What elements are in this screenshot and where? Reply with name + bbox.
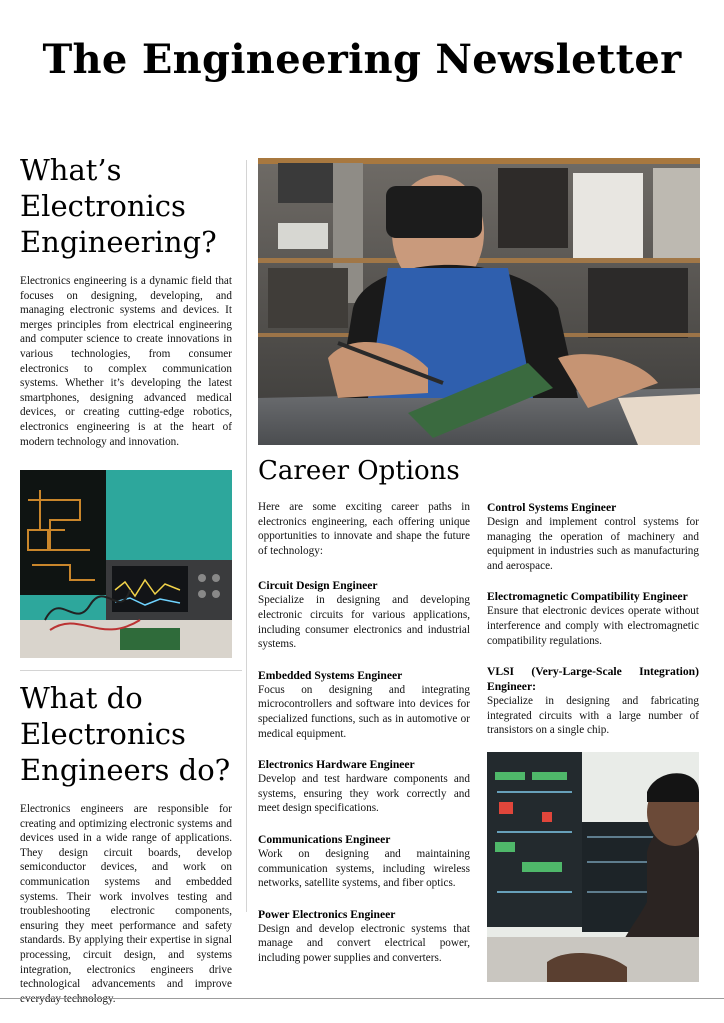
career-column-middle [258,500,470,981]
career-intro: Here are some exciting career paths in electronics engineering, each offering unique opportunities to innovate and shape the future of technology: [258,501,470,557]
career-item [258,907,470,966]
intro-heading: What’s Electronics Engineering? [20,153,217,259]
career-item-description: Design and implement control systems for managing the operation of machinery and equipment in industries such as manufacturing and aerospace. [487,516,699,572]
duties-body: Electronics engineers are responsible for creating and optimizing electronic systems and devices used in a wide range of applications. They design circuit boards, develop semiconductor devices, and work on communication systems and embedded systems. Their work involves testing and troubleshooting electronic components, ensuring they meet performance and safety standards. By applying their expertise in signal processing, circuit design, and systems integration, electronics engineers drive technological advancements and improve [20,803,232,991]
career-item [487,500,699,573]
duties-heading: What do Electronics Engineers do? [20,681,231,787]
intro-section [20,152,232,449]
career-item-title: VLSI (Very-Large-Scale Integration) Engineer: [487,665,699,694]
duties-section [20,680,232,1006]
monitor-engineer-photo [487,752,699,982]
newsletter-title: The Engineering Newsletter [42,36,682,83]
soldering-engineer-photo [258,158,700,445]
career-item-title: Embedded Systems Engineer [258,668,403,682]
oscilloscope-illustration [20,470,232,658]
career-item-title: Electronics Hardware Engineer [258,758,415,772]
career-item [258,832,470,891]
career-item-title: Control Systems Engineer [487,501,617,514]
career-item-description: Focus on designing and integrating microcontrollers and software into devices for specialized functions, such as in automotive or medical equipment. [258,683,470,740]
soldering-engineer-illustration [258,158,700,445]
monitor-engineer-illustration [487,752,699,982]
career-item [487,589,699,648]
career-item-description: Design and develop electronic systems that manage and convert electrical power, including power supplies and converters. [258,922,470,964]
career-item-title: Power Electronics Engineer [258,907,396,921]
career-item [258,757,470,816]
career-item-description: Work on designing and maintaining communication systems, including wireless networks, satellite systems, and fiber optics. [258,847,470,890]
career-item-title: Circuit Design Engineer [258,579,378,593]
career-item-description: Specialize in designing and developing electronic circuits for various applications, including consumer electronics and industrial systems. [258,594,470,651]
career-heading: Career Options [258,456,460,486]
oscilloscope-photo [20,470,232,658]
career-item [258,668,470,741]
career-item-title: Communications Engineer [258,832,391,846]
career-column-right [487,500,699,754]
career-item-title: Electromagnetic Compatibility Engineer [487,590,688,604]
career-item-description: Ensure that electronic devices operate without interference and comply with electromagnetic compatibility regulations. [487,605,699,647]
career-item [258,578,470,651]
career-item-description: Develop and test hardware components and systems, ensuring they work correctly and meet design specifications. [258,773,470,815]
footer-rule [0,998,724,999]
intro-body: Electronics engineering is a dynamic field that focuses on designing, developing, and managing electronic systems and devices. It merges principles from electrical engineering and computer science to create innovations in various technologies, from consumer electronics to complex communication systems. Whether it’s developing the latest smartphones, designing advanced medical devices, or creating cutting-edge robotics, electronics engineering is at the heart of modern technology and innovation. [20,275,232,448]
section-divider [20,670,242,671]
career-item-description: Specialize in designing and fabricating integrated circuits with a large number of transistors on a single chip. [487,695,699,737]
career-item [487,664,699,738]
column-divider [246,160,247,912]
